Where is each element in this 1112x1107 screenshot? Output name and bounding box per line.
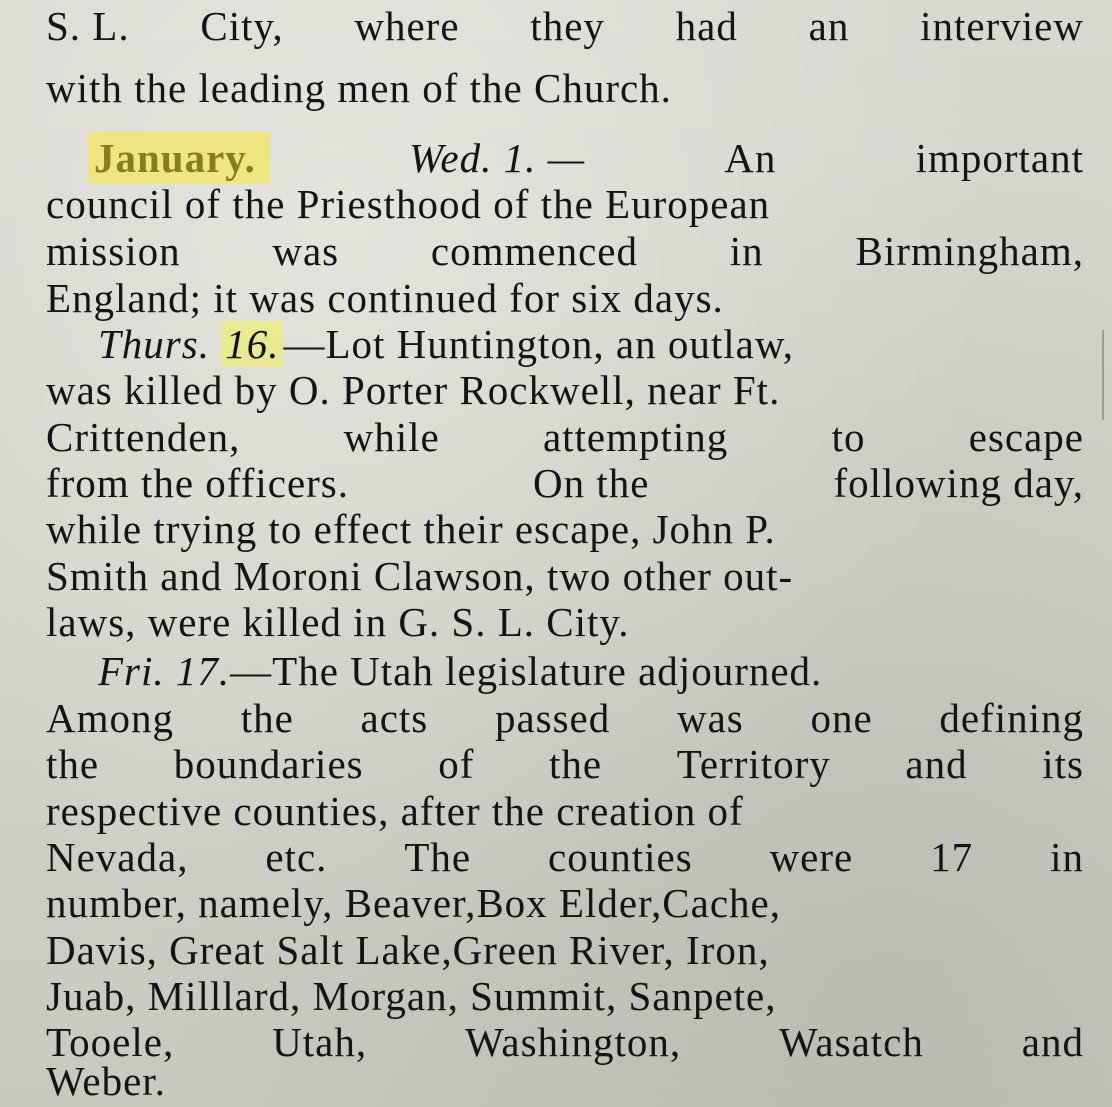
text-line-16 xyxy=(46,738,1084,790)
text-line-20 xyxy=(46,924,1084,976)
text-line-3 xyxy=(46,132,1084,184)
text: laws, were killed in G. S. L. City. xyxy=(46,599,630,645)
word: of xyxy=(438,741,475,787)
word: Nevada, xyxy=(46,834,189,880)
word: escape xyxy=(968,414,1084,460)
word: S. L. xyxy=(46,3,130,49)
text-line-2 xyxy=(46,62,1084,114)
word: defining xyxy=(939,695,1084,741)
word: in xyxy=(1050,834,1084,880)
text: number, namely, Beaver,Box Elder,Cache, xyxy=(46,880,781,926)
word: Among xyxy=(46,695,174,741)
word-group: following day, xyxy=(833,460,1084,506)
word: its xyxy=(1042,741,1084,787)
word: Birmingham, xyxy=(855,228,1084,274)
word: boundaries xyxy=(173,741,364,787)
word: important xyxy=(915,135,1084,181)
word: attempting xyxy=(542,414,729,460)
word: Territory xyxy=(676,741,831,787)
word: was xyxy=(272,228,340,274)
word: was xyxy=(676,695,744,741)
word: acts xyxy=(360,695,429,741)
word: interview xyxy=(920,3,1084,49)
text: Smith and Moroni Clawson, two other out- xyxy=(46,553,794,599)
text-line-6 xyxy=(46,272,1084,324)
word: while xyxy=(343,414,440,460)
word: in xyxy=(729,228,764,274)
word: An xyxy=(724,135,777,181)
text-line-23 xyxy=(46,1055,1084,1107)
word: etc. xyxy=(265,834,328,880)
text-line-4 xyxy=(46,178,1084,230)
text-line-5 xyxy=(46,225,1084,277)
text-line-15 xyxy=(46,692,1084,744)
text: England; it was continued for six days. xyxy=(46,275,724,321)
word: to xyxy=(831,414,866,460)
word: Washington, xyxy=(464,1019,682,1065)
text: respective counties, after the creation of xyxy=(46,788,744,834)
text-line-14 xyxy=(46,645,1112,697)
word: they xyxy=(530,3,605,49)
text: —The Utah legislature adjourned. xyxy=(230,648,823,694)
word-group: from the officers. xyxy=(46,460,349,506)
text: —Lot Huntington, an outlaw, xyxy=(283,321,795,367)
text-line-19 xyxy=(46,877,1084,929)
text-line-9 xyxy=(46,411,1084,463)
word: one xyxy=(810,695,873,741)
word: The xyxy=(404,834,472,880)
word: had xyxy=(675,3,738,49)
date-fri-17: Fri. 17. xyxy=(98,648,231,694)
text-line-21 xyxy=(46,970,1084,1022)
text: Davis, Great Salt Lake,Green River, Iron, xyxy=(46,927,770,973)
text-line-13 xyxy=(46,596,1084,648)
text: Weber. xyxy=(46,1058,166,1104)
highlighted-month-january: January. xyxy=(88,132,270,184)
word: counties xyxy=(548,834,693,880)
word: 17 xyxy=(930,834,974,880)
text: while trying to effect their escape, John P. xyxy=(46,506,776,552)
word: passed xyxy=(494,695,611,741)
text-line-1 xyxy=(46,0,1084,52)
word: Crittenden, xyxy=(46,414,241,460)
text-line-7 xyxy=(46,318,1112,370)
highlighted-date-16: 16. xyxy=(221,321,283,367)
word: were xyxy=(769,834,854,880)
word: mission xyxy=(46,228,181,274)
text-line-10 xyxy=(46,457,1084,509)
word: where xyxy=(354,3,460,49)
date-thurs: Thurs. xyxy=(98,321,210,367)
word: Wasatch xyxy=(779,1019,924,1065)
date-wed-1: Wed. 1. — xyxy=(409,135,586,181)
word: Tooele, xyxy=(46,1019,175,1065)
word: Utah, xyxy=(272,1019,368,1065)
word: commenced xyxy=(430,228,638,274)
word: and xyxy=(1021,1019,1084,1065)
word: City, xyxy=(200,3,284,49)
text: was killed by O. Porter Rockwell, near Ft. xyxy=(46,367,781,413)
text-line-8 xyxy=(46,364,1084,416)
word: the xyxy=(548,741,603,787)
text: Juab, Milllard, Morgan, Summit, Sanpete, xyxy=(46,973,777,1019)
text-line-12 xyxy=(46,550,1084,602)
text-line-17 xyxy=(46,785,1084,837)
word: the xyxy=(240,695,294,741)
word: an xyxy=(808,3,850,49)
text: council of the Priesthood of the European xyxy=(46,181,771,227)
text-line-18 xyxy=(46,831,1084,883)
text: with the leading men of the Church. xyxy=(46,65,672,111)
text-line-11 xyxy=(46,503,1084,555)
word: the xyxy=(46,741,100,787)
word: and xyxy=(905,741,968,787)
word-group: On the xyxy=(533,460,650,506)
